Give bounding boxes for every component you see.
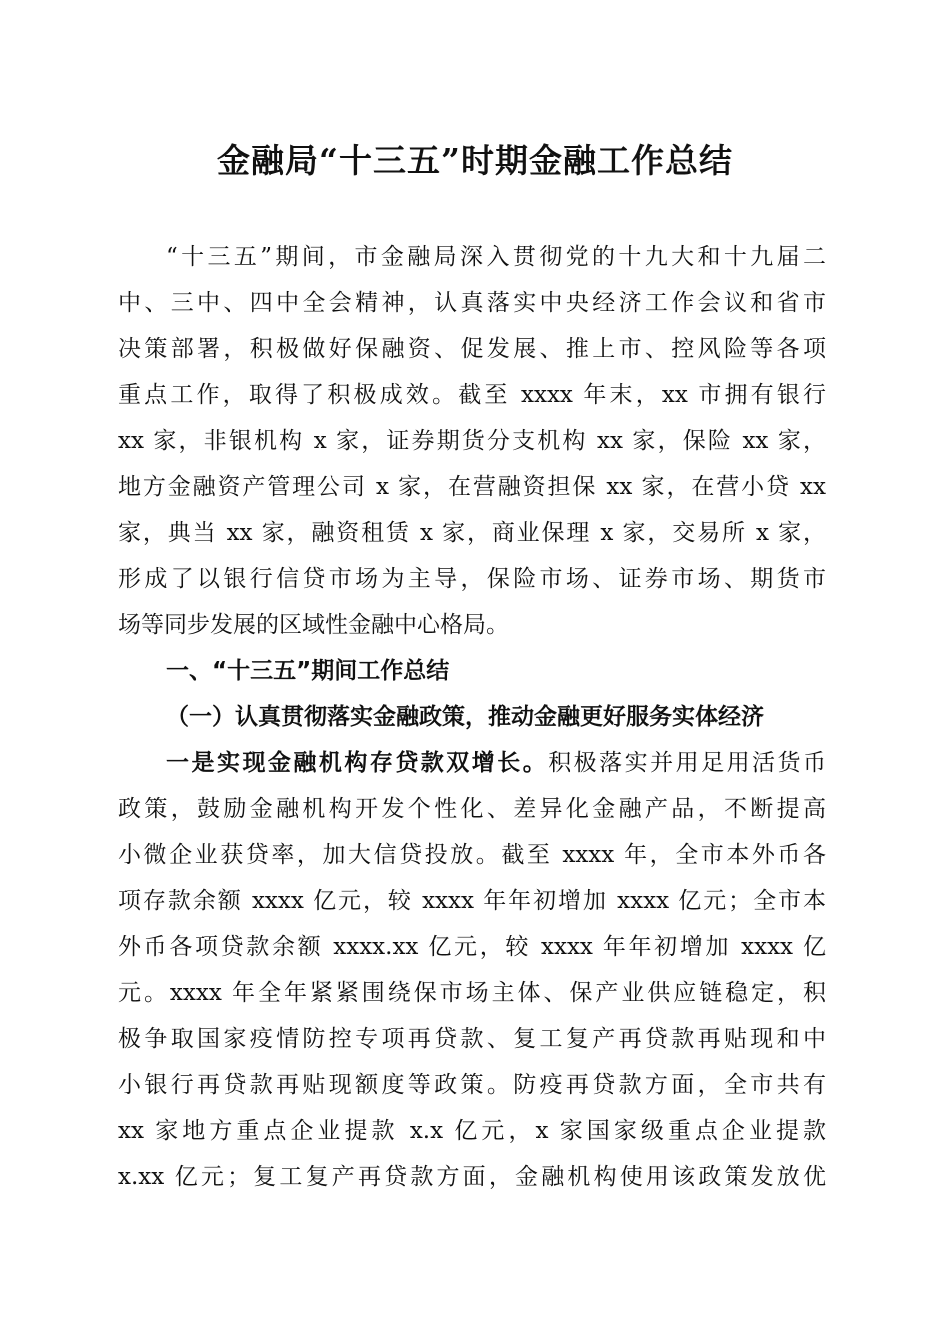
point1-line: 极争取国家疫情防控专项再贷款、复工复产再贷款再贴现和中 xyxy=(118,1026,826,1052)
document-title: 金融局“十三五”时期金融工作总结 xyxy=(217,141,733,180)
point1-line: 元。xxxx 年全年紧紧围绕保市场主体、保产业供应链稳定，积 xyxy=(118,980,826,1006)
point1-line: 小银行再贷款再贴现额度等政策。防疫再贷款方面，全市共有 xyxy=(118,1072,826,1098)
section-heading: 一、“十三五”期间工作总结 xyxy=(166,658,450,684)
intro-line: 地方金融资产管理公司 x 家，在营融资担保 xx 家，在营小贷 xx xyxy=(118,474,826,500)
point1-line: x.xx 亿元；复工复产再贷款方面，金融机构使用该政策发放优 xyxy=(118,1164,826,1190)
subsection-heading: （一）认真贯彻落实金融政策，推动金融更好服务实体经济 xyxy=(166,703,764,730)
point1-first-line xyxy=(166,747,826,779)
intro-line: 形成了以银行信贷市场为主导，保险市场、证券市场、期货市 xyxy=(118,566,826,592)
intro-line: 决策部署，积极做好保融资、促发展、推上市、控风险等各项 xyxy=(118,336,826,362)
point1-line: 外币各项贷款余额 xxxx.xx 亿元，较 xxxx 年年初增加 xxxx 亿 xyxy=(118,934,826,960)
intro-line: 场等同步发展的区域性金融中心格局。 xyxy=(118,612,509,638)
intro-line: 家，典当 xx 家，融资租赁 x 家，商业保理 x 家，交易所 x 家， xyxy=(118,520,826,546)
point1-lead: 一是实现金融机构存贷款双增长。 xyxy=(166,749,549,776)
point1-line: xx 家地方重点企业提款 x.x 亿元，x 家国家级重点企业提款 xyxy=(118,1118,826,1144)
point1-line: 政策，鼓励金融机构开发个性化、差异化金融产品，不断提高 xyxy=(118,796,826,822)
point1-line: 小微企业获贷率，加大信贷投放。截至 xxxx 年，全市本外币各 xyxy=(118,842,826,868)
intro-line: 中、三中、四中全会精神，认真落实中央经济工作会议和省市 xyxy=(118,290,826,316)
intro-line: 重点工作，取得了积极成效。截至 xxxx 年末，xx 市拥有银行 xyxy=(118,382,826,408)
intro-line: “十三五”期间，市金融局深入贯彻党的十九大和十九届二 xyxy=(166,244,826,270)
point1-line: 项存款余额 xxxx 亿元，较 xxxx 年年初增加 xxxx 亿元；全市本 xyxy=(118,888,826,914)
intro-line: xx 家，非银机构 x 家，证券期货分支机构 xx 家，保险 xx 家， xyxy=(118,428,826,454)
point1-first-rest: 积极落实并用足用活货币 xyxy=(548,750,826,776)
